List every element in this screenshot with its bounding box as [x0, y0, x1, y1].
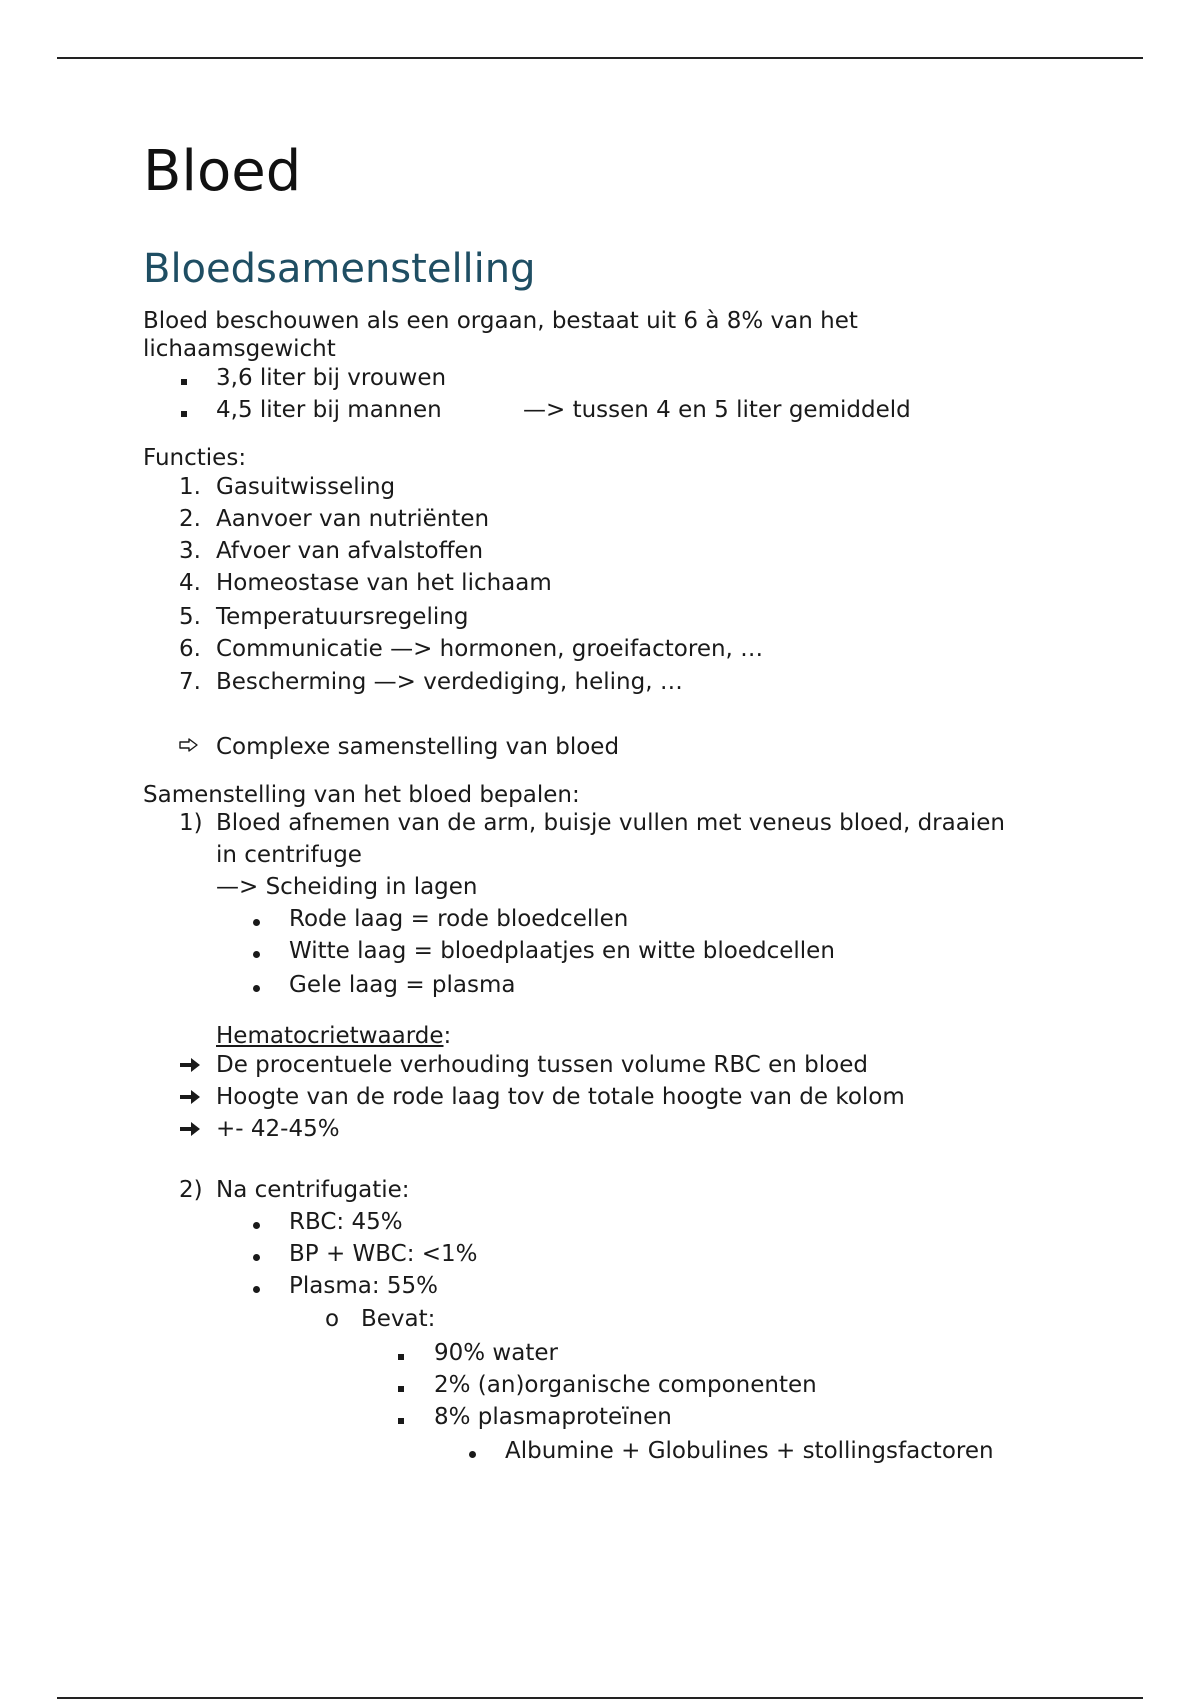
- function-number: 4.: [179, 570, 201, 596]
- outline-arrow-icon: [179, 738, 199, 752]
- square-bullet-icon: [398, 1401, 404, 1433]
- function-number: 5.: [179, 604, 201, 630]
- bold-arrow-icon: [179, 1120, 201, 1138]
- centrifugation-item: BP + WBC: <1%: [289, 1241, 478, 1267]
- function-number: 6.: [179, 636, 201, 662]
- bullet-icon: [253, 1206, 260, 1238]
- hematocrit-heading: [216, 1020, 451, 1052]
- bullet-icon: [253, 1238, 260, 1270]
- composition-label: Samenstelling van het bloed bepalen:: [143, 782, 580, 808]
- function-item: Homeostase van het lichaam: [216, 570, 552, 596]
- step1-line-2: in centrifuge: [216, 842, 362, 868]
- hematocrit-point: Hoogte van de rode laag tov de totale hoogte van de kolom: [216, 1084, 905, 1110]
- bullet-icon: [253, 903, 260, 935]
- function-item: Communicatie —> hormonen, groeifactoren, …: [216, 636, 764, 662]
- plasma-content-item: 8% plasmaproteïnen: [434, 1404, 672, 1430]
- bullet-icon: [253, 1270, 260, 1302]
- centrifugation-item: RBC: 45%: [289, 1209, 403, 1235]
- step1-line-1: Bloed afnemen van de arm, buisje vullen met veneus bloed, draaien: [216, 810, 1005, 836]
- function-number: 1.: [179, 474, 201, 500]
- intro-line-1: Bloed beschouwen als een orgaan, bestaat uit 6 à 8% van het: [143, 308, 858, 334]
- intro-line-2: lichaamsgewicht: [143, 336, 336, 362]
- volume-item-men: 4,5 liter bij mannen: [216, 397, 442, 423]
- protein-types: Albumine + Globulines + stollingsfactoren: [505, 1438, 994, 1464]
- section-heading: Bloedsamenstelling: [143, 246, 536, 292]
- hematocrit-point: De procentuele verhouding tussen volume RBC en bloed: [216, 1052, 868, 1078]
- page-title: Bloed: [143, 139, 302, 204]
- function-item: Temperatuursregeling: [216, 604, 469, 630]
- volume-note: —> tussen 4 en 5 liter gemiddeld: [523, 397, 911, 423]
- square-bullet-icon: [181, 362, 211, 394]
- bold-arrow-icon: [179, 1088, 201, 1106]
- hematocrit-label: Hematocrietwaarde: [216, 1023, 444, 1049]
- square-bullet-icon: [398, 1337, 404, 1369]
- circle-bullet: o: [325, 1306, 340, 1332]
- step1-line-3: —> Scheiding in lagen: [216, 874, 478, 900]
- bold-arrow-icon: [179, 1056, 201, 1074]
- square-bullet-icon: [181, 394, 211, 426]
- hematocrit-colon: :: [443, 1023, 452, 1049]
- function-number: 7.: [179, 669, 201, 695]
- layer-item: Rode laag = rode bloedcellen: [289, 906, 629, 932]
- hematocrit-point: +- 42-45%: [216, 1116, 340, 1142]
- plasma-contains-label: Bevat:: [361, 1306, 436, 1332]
- bullet-icon: [469, 1435, 476, 1467]
- function-number: 3.: [179, 538, 201, 564]
- step-number: 2): [179, 1177, 203, 1203]
- bullet-icon: [253, 969, 260, 1001]
- footer-rule: [57, 1697, 1143, 1699]
- function-item: Afvoer van afvalstoffen: [216, 538, 484, 564]
- function-item: Gasuitwisseling: [216, 474, 396, 500]
- bullet-icon: [253, 935, 260, 967]
- function-number: 2.: [179, 506, 201, 532]
- plasma-content-item: 90% water: [434, 1340, 558, 1366]
- plasma-content-item: 2% (an)organische componenten: [434, 1372, 817, 1398]
- step2-label: Na centrifugatie:: [216, 1177, 410, 1203]
- function-item: Bescherming —> verdediging, heling, …: [216, 669, 683, 695]
- volume-item-women: 3,6 liter bij vrouwen: [216, 365, 447, 391]
- layer-item: Gele laag = plasma: [289, 972, 516, 998]
- functions-label: Functies:: [143, 445, 247, 471]
- header-rule: [57, 57, 1143, 59]
- centrifugation-item: Plasma: 55%: [289, 1273, 439, 1299]
- step-number: 1): [179, 810, 203, 836]
- conclusion-text: Complexe samenstelling van bloed: [216, 734, 620, 760]
- function-item: Aanvoer van nutriënten: [216, 506, 490, 532]
- layer-item: Witte laag = bloedplaatjes en witte bloedcellen: [289, 938, 835, 964]
- square-bullet-icon: [398, 1369, 404, 1401]
